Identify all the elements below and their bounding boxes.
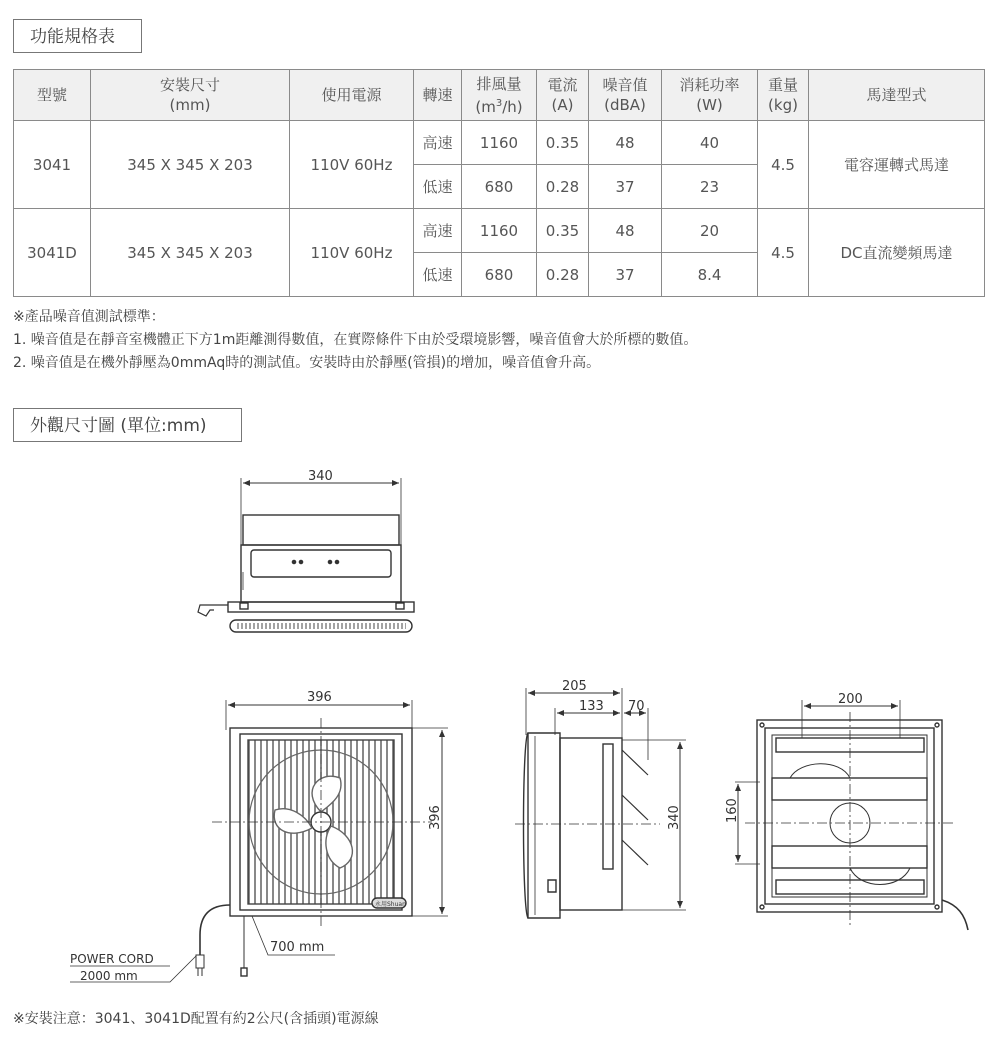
side-total-depth-label: 205 bbox=[562, 679, 587, 694]
header-size-label: 安裝尺寸 bbox=[159, 76, 220, 94]
header-watt-label: 消耗功率 bbox=[679, 76, 740, 94]
cell-watt: 20 bbox=[662, 209, 758, 253]
cell-size: 345 X 345 X 203 bbox=[91, 121, 290, 209]
header-weight-label: 重量 bbox=[767, 76, 798, 94]
rear-view bbox=[735, 700, 968, 930]
cell-noise: 37 bbox=[589, 253, 662, 297]
cell-power: 110V 60Hz bbox=[290, 209, 414, 297]
cell-motor: DC直流變頻馬達 bbox=[809, 209, 985, 297]
power-cord-label: POWER CORD bbox=[70, 952, 154, 966]
cell-airflow: 1160 bbox=[462, 121, 537, 165]
spec-table bbox=[13, 69, 985, 297]
notes-heading: ※產品噪音值測試標準： bbox=[13, 309, 165, 325]
rear-height-label: 160 bbox=[725, 798, 740, 823]
cell-current: 0.28 bbox=[537, 165, 589, 209]
cell-speed: 高速 bbox=[414, 209, 462, 253]
cell-noise: 48 bbox=[589, 121, 662, 165]
top-width-label: 340 bbox=[308, 469, 333, 484]
cell-motor: 電容運轉式馬達 bbox=[809, 121, 985, 209]
side-height-label: 340 bbox=[667, 805, 682, 830]
cord-length-label: 700 mm bbox=[270, 940, 325, 955]
header-power: 使用電源 bbox=[290, 70, 414, 121]
cell-noise: 48 bbox=[589, 209, 662, 253]
cell-noise: 37 bbox=[589, 165, 662, 209]
header-size-unit: (mm) bbox=[169, 96, 211, 114]
cell-power: 110V 60Hz bbox=[290, 121, 414, 209]
badge-text: 永用Shuan bbox=[375, 901, 406, 908]
header-noise-unit: (dBA) bbox=[604, 96, 646, 114]
side-view bbox=[515, 688, 686, 918]
cell-speed: 低速 bbox=[414, 253, 462, 297]
cell-airflow: 1160 bbox=[462, 209, 537, 253]
header-airflow bbox=[462, 70, 537, 121]
note-item: 1. 噪音值是在靜音室機體正下方1m距離測得數值，在實際條件下由於受環境影響，噪音值會大於所標的數值。 bbox=[13, 332, 698, 348]
header-watt-unit: (W) bbox=[696, 96, 723, 114]
front-width-label: 396 bbox=[307, 690, 332, 705]
header-size bbox=[91, 70, 290, 121]
header-airflow-unit: $(m^3/h)$ bbox=[475, 97, 523, 116]
table-header-row bbox=[14, 70, 985, 121]
side-front-depth-label: 70 bbox=[628, 699, 645, 714]
cell-airflow: 680 bbox=[462, 165, 537, 209]
noise-notes bbox=[13, 306, 697, 375]
header-weight bbox=[758, 70, 809, 121]
cell-watt: 23 bbox=[662, 165, 758, 209]
install-note: ※安裝注意：3041、3041D配置有約2公尺(含插頭)電源線 bbox=[13, 1011, 379, 1027]
table-row bbox=[14, 209, 985, 253]
cell-size: 345 X 345 X 203 bbox=[91, 209, 290, 297]
header-current-unit: (A) bbox=[551, 96, 574, 114]
cell-watt: 8.4 bbox=[662, 253, 758, 297]
cell-model: 3041 bbox=[14, 121, 91, 209]
header-current-label: 電流 bbox=[547, 76, 578, 94]
header-weight-unit: (kg) bbox=[768, 96, 798, 114]
table-row bbox=[14, 121, 985, 165]
cell-speed: 低速 bbox=[414, 165, 462, 209]
header-airflow-label: 排風量 bbox=[476, 74, 522, 93]
header-noise bbox=[589, 70, 662, 121]
dimension-drawing bbox=[0, 440, 1000, 1000]
top-view bbox=[198, 478, 414, 632]
cell-weight: 4.5 bbox=[758, 209, 809, 297]
cell-current: 0.28 bbox=[537, 253, 589, 297]
cell-current: 0.35 bbox=[537, 121, 589, 165]
front-height-label: 396 bbox=[428, 805, 443, 830]
note-item: 2. 噪音值是在機外靜壓為0mmAq時的測試值。安裝時由於靜壓(管損)的增加，噪音值會升高。 bbox=[13, 355, 601, 371]
dimension-section-title: 外觀尺寸圖 (單位:mm) bbox=[13, 408, 242, 442]
cell-watt: 40 bbox=[662, 121, 758, 165]
header-motor: 馬達型式 bbox=[809, 70, 985, 121]
header-speed: 轉速 bbox=[414, 70, 462, 121]
front-view bbox=[70, 700, 448, 982]
cell-current: 0.35 bbox=[537, 209, 589, 253]
header-model: 型號 bbox=[14, 70, 91, 121]
cell-airflow: 680 bbox=[462, 253, 537, 297]
header-watt bbox=[662, 70, 758, 121]
cell-weight: 4.5 bbox=[758, 121, 809, 209]
rear-width-label: 200 bbox=[838, 692, 863, 707]
cell-speed: 高速 bbox=[414, 121, 462, 165]
side-body-depth-label: 133 bbox=[579, 699, 604, 714]
cell-model: 3041D bbox=[14, 209, 91, 297]
power-cord-length: 2000 mm bbox=[80, 969, 138, 983]
spec-section-title: 功能規格表 bbox=[13, 19, 142, 53]
header-current bbox=[537, 70, 589, 121]
header-noise-label: 噪音值 bbox=[602, 76, 648, 94]
